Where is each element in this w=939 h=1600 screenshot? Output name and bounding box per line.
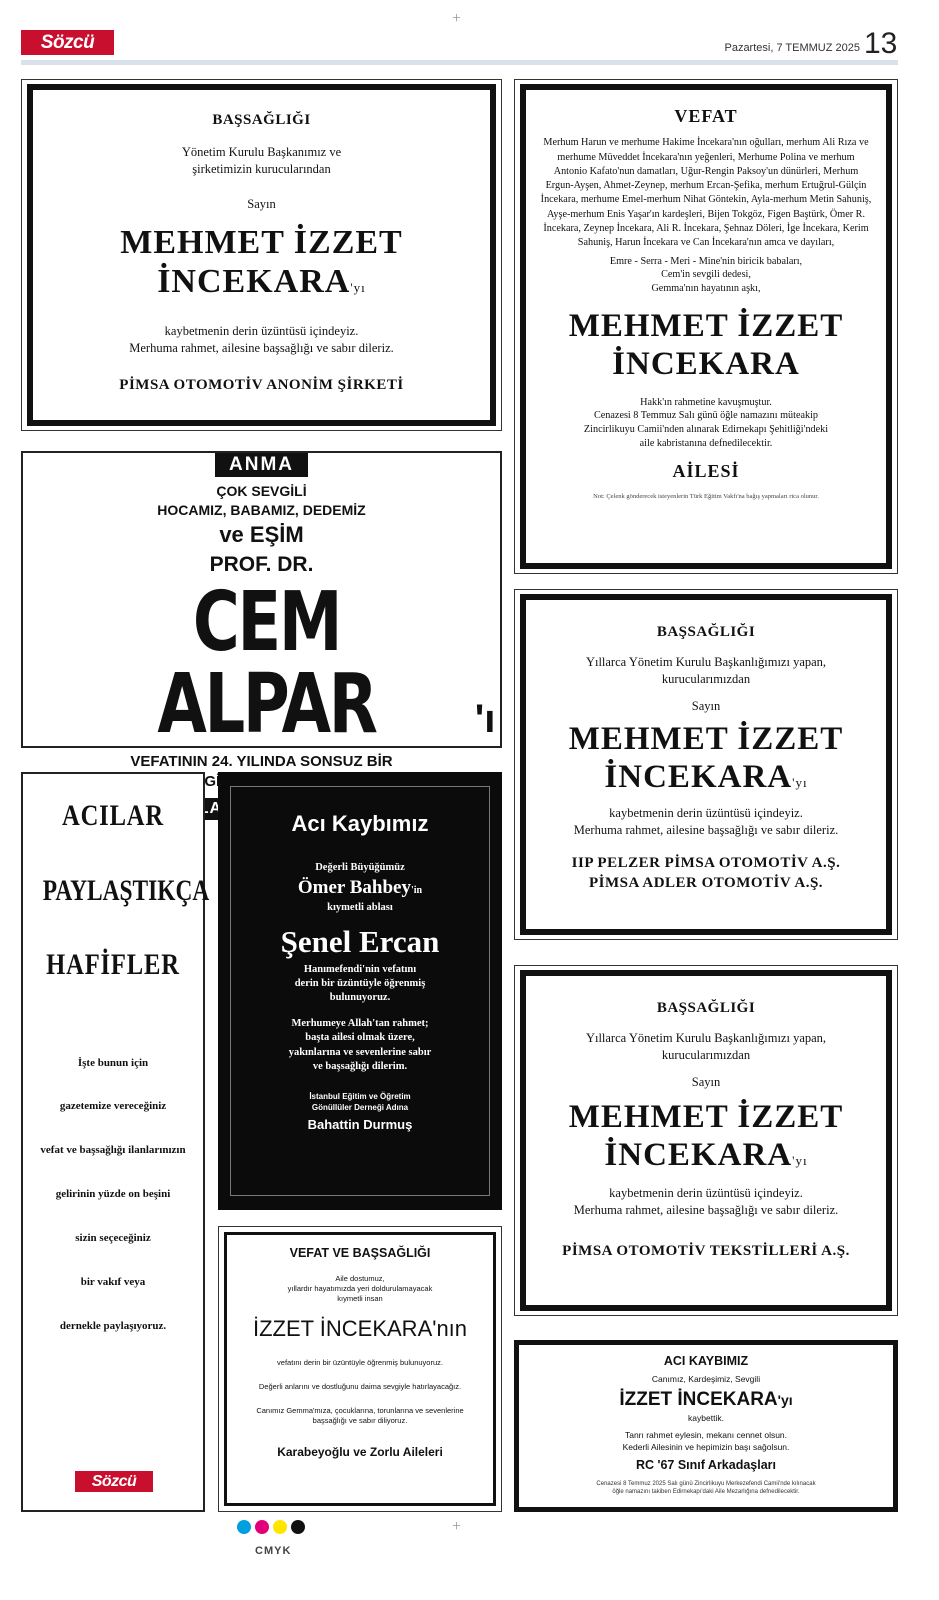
ad1-name-suffix: 'yı [350, 279, 366, 295]
ad7-body1: kaybetmenin derin üzüntüsü içindeyiz. [609, 1185, 803, 1200]
ad6-name: Şenel Ercan [280, 923, 440, 959]
ad3-label: ANMA [215, 453, 308, 477]
ad5-line5: sizin seçeceğiniz [75, 1231, 151, 1244]
ad7-sayin: Sayın [691, 1075, 721, 1089]
cyan-dot [237, 1520, 251, 1534]
ad4-name-line1: MEHMET İZZET [568, 720, 844, 757]
ad7-name-line1: MEHMET İZZET [568, 1098, 844, 1135]
ad7-body2: Merhuma rahmet, ailesine başsağlığı ve sabır dileriz. [573, 1202, 839, 1217]
ad8-signature: Karabeyoğlu ve Zorlu Aileleri [277, 1445, 443, 1460]
ad6-org1: İstanbul Eğitim ve Öğretim [309, 1091, 411, 1101]
ad9-body1: Tanrı rahmet eylesin, mekanı cennet olsun. [624, 1430, 788, 1441]
ad4-signature2: PİMSA ADLER OTOMOTİV A.Ş. [588, 874, 824, 891]
ad9-signature: RC '67 Sınıf Arkadaşları [635, 1458, 777, 1473]
ad6-body3: bulunuyoruz. [329, 992, 391, 1004]
ad4-line2: kurucularımızdan [661, 672, 751, 687]
ad2-line-family: Emre - Serra - Meri - Mine'nin biricik babaları, [609, 255, 803, 267]
ad5-line3: vefat ve başsağlığı ilanlarınızın [40, 1144, 186, 1157]
ad3-name: CEM ALPAR 'ı [157, 574, 496, 752]
ad9-line2: kaybettik. [688, 1412, 724, 1423]
ad3-line2: HOCAMIZ, BABAMIZ, DEDEMİZ [157, 501, 366, 518]
ad4-sayin: Sayın [691, 699, 721, 713]
ad3-name-suffix: 'ı [474, 696, 496, 741]
ad6-line1: Değerli Büyüğümüz [315, 861, 405, 873]
ad1-name-line2: İNCEKARA'yı [157, 262, 366, 300]
ad7-name-suffix: 'yı [792, 1152, 808, 1168]
sozcu-logo: Sözcü [21, 30, 114, 55]
ad3-title: PROF. DR. [209, 553, 314, 577]
ad5-word2: PAYLAŞTIKÇA [42, 873, 210, 907]
ad-loss-rc67 [514, 1340, 898, 1512]
ad2-name-line2: İNCEKARA [612, 345, 800, 382]
ad3-line3: ve EŞİM [219, 521, 304, 547]
ad2-name-line1: MEHMET İZZET [568, 307, 844, 344]
ad9-body2: Kederli Ailesinin ve hepimizin başı sağolsun. [622, 1441, 790, 1452]
ad4-name-line2: İNCEKARA'yı [604, 758, 808, 795]
ad4-name-suffix: 'yı [792, 774, 808, 790]
ad7-line1: Yıllarca Yönetim Kurulu Başkanlığımızı yapan, [585, 1031, 827, 1046]
yellow-dot [273, 1520, 287, 1534]
ad-loss-senel-ercan [218, 772, 502, 1210]
ad8-line1: Aile dostumuz, [335, 1273, 385, 1283]
ad1-heading: BAŞSAĞLIĞI [212, 112, 311, 128]
ad-condolence-pimsa-textile [514, 965, 898, 1316]
magenta-dot [255, 1520, 269, 1534]
ad6-body1: Hanımefendi'nin vefatını [303, 963, 417, 975]
ad6-line2: kıymetli ablası [327, 901, 393, 913]
ad6-body6: yakınlarına ve sevenlerine sabır [288, 1046, 432, 1058]
ad5-line4: gelirinin yüzde on beşini [55, 1188, 171, 1201]
ad2-line-cem: Cem'in sevgili dedesi, [661, 269, 751, 281]
cmyk-label: CMYK [255, 1545, 292, 1557]
crop-mark-bottom: + [452, 1518, 462, 1535]
ad5-line1: İşte bunun için [77, 1056, 149, 1069]
ad2-heading: VEFAT [674, 106, 738, 126]
ad8-body1: vefatını derin bir üzüntüyle öğrenmiş bulunuyoruz. [277, 1357, 443, 1367]
ad5-sozcu-logo: Sözcü [75, 1471, 153, 1492]
ad1-name-line1: MEHMET İZZET [120, 223, 403, 261]
ad8-line2: yıllardır hayatımızda yeri doldurulamayacak [287, 1284, 433, 1293]
ad3-body1: VEFATININ 24. YILINDA SONSUZ BİR [130, 752, 393, 770]
ad5-line2: gazetemize vereceğiniz [59, 1100, 167, 1113]
crop-mark-top: + [452, 10, 462, 27]
ad9-line1: Canımız, Kardeşimiz, Sevgili [651, 1373, 761, 1384]
ad1-line2: şirketimizin kurucularından [192, 162, 331, 177]
ad7-name-line2: İNCEKARA'yı [604, 1136, 808, 1173]
ad9-note2: öğle namazını takiben Edirnekapı'daki Aile Mezarlığına defnedilecektir. [612, 1489, 800, 1496]
ad6-body7: ve başsağlığı dilerim. [312, 1060, 408, 1072]
ad4-body2: Merhuma rahmet, ailesine başsağlığı ve sabır dileriz. [573, 822, 839, 837]
ad-sozcu-campaign [21, 772, 210, 1512]
ad9-name-suffix: 'yı [777, 1392, 793, 1409]
ad9-note1: Cenazesi 8 Temmuz 2025 Salı günü Zincirlikuyu Merkezefendi Camii'nde kılınacak [596, 1481, 816, 1488]
ad6-body4: Merhumeye Allah'tan rahmet; [291, 1018, 429, 1030]
ad4-line1: Yıllarca Yönetim Kurulu Başkanlığımızı yapan, [585, 655, 827, 670]
ad2-note: Not: Çelenk gönderecek isteyenlerin Türk Eğitim Vakfı'na bağış yapmaları rica olunur. [593, 493, 819, 501]
ad5-word1: ACILAR [62, 799, 164, 832]
ad8-heading: VEFAT VE BAŞSAĞLIĞI [289, 1246, 431, 1260]
ad6-person: Ömer Bahbey'in [297, 876, 423, 898]
ad1-signature: PİMSA OTOMOTİV ANONİM ŞİRKETİ [119, 376, 404, 393]
ad8-body3: Canımız Gemma'mıza, çocuklarına, torunlarına ve sevenlerine [256, 1406, 464, 1416]
ad6-org2: Gönüllüler Derneği Adına [311, 1102, 409, 1112]
ad2-line-gemma: Gemma'nın hayatının aşkı, [651, 283, 761, 295]
ad4-body1: kaybetmenin derin üzüntüsü içindeyiz. [609, 805, 803, 820]
ad5-line7: dernekle paylaşıyoruz. [59, 1319, 167, 1332]
ad8-body4: başsağlığı ve sabır diliyoruz. [312, 1416, 408, 1426]
ad5-word3: HAFİFLER [46, 948, 180, 981]
ad7-heading: BAŞSAĞLIĞI [656, 1000, 756, 1016]
ad-condolence-pelzer [514, 589, 898, 940]
ad2-signature: AİLESİ [672, 460, 740, 481]
ad7-line2: kurucularımızdan [661, 1048, 751, 1063]
issue-date: Pazartesi, 7 TEMMUZ 2025 [724, 42, 860, 54]
ad5-line6: bir vakıf veya [80, 1275, 146, 1288]
black-dot [291, 1520, 305, 1534]
cmyk-dots [235, 1520, 325, 1539]
ad9-name: İZZET İNCEKARA'yı [619, 1389, 793, 1411]
ad1-body2: Merhuma rahmet, ailesine başsağlığı ve sabır dileriz. [129, 340, 394, 355]
ad2-funeral1: Hakk'ın rahmetine kavuşmuştur. [640, 396, 772, 408]
ad6-body5: başta ailesi olmak üzere, [305, 1032, 415, 1044]
ad7-signature: PİMSA OTOMOTİV TEKSTİLLERİ A.Ş. [562, 1242, 850, 1259]
ad9-heading: ACI KAYBIMIZ [663, 1354, 749, 1368]
ad6-person-suffix: 'in [411, 884, 423, 896]
ad1-body1: kaybetmenin derin üzüntüsü içindeyiz. [164, 324, 359, 339]
ad-obituary-karabeyoglu [218, 1226, 502, 1512]
ad1-line1: Yönetim Kurulu Başkanımız ve [181, 145, 342, 160]
ad-memorial-cem-alpar [21, 451, 502, 770]
ad8-body2: Değerli anlarını ve dostluğunu daima sevgiyle hatırlayacağız. [258, 1382, 462, 1392]
ad-obituary-family [514, 79, 898, 574]
ad6-signature: Bahattin Durmuş [307, 1116, 413, 1132]
ad2-funeral3: Zincirlikuyu Camii'nden alınarak Edirnekapı Şehitliği'ndeki [583, 424, 829, 436]
ad1-sayin: Sayın [247, 197, 276, 211]
ad4-signature1: IIP PELZER PİMSA OTOMOTİV A.Ş. [571, 854, 841, 871]
ad3-line1: ÇOK SEVGİLİ [216, 483, 307, 499]
ad2-funeral2: Cenazesi 8 Temmuz Salı günü öğle namazını müteakip [593, 410, 818, 422]
ad-condolence-pimsa [21, 79, 502, 431]
ad8-line3: kıymetli insan [337, 1294, 383, 1304]
ad8-name: İZZET İNCEKARA'nın [252, 1316, 468, 1342]
ad6-body2: derin bir üzüntüyle öğrenmiş [294, 977, 426, 989]
page-number: 13 [864, 27, 898, 60]
ad2-funeral4: aile kabristanına defnedilecektir. [639, 438, 773, 450]
ad6-heading: Acı Kaybımız [291, 811, 429, 836]
ad4-heading: BAŞSAĞLIĞI [656, 624, 756, 640]
header-rule [21, 60, 898, 65]
ad2-paragraph: Merhum Harun ve merhume Hakime İncekara'nın oğulları, merhum Ali Rıza ve merhume Müveddet İncekara'nın yeğenleri, Merhume Polina ve merhum Antonio Kafato'nun damatları, Uğur-Rengin Paksoy'un dünürleri, Merhum Ergun-Ayşen, Ahmet-Zeynep, merhum Ercan-Şefika, merhum Ertuğrul-Gülçin İncekara, merhume Emel-merhum Nihat Göntekin, Ayla-merhum Metin Sahuniş, Ayşe-merhum Enis Yaşar'ın kardeşleri, Bijen Tokgöz, Figen Baştürk, Ömer R. İncekara, Zeynep İncekara, Ali R. İncekara, Şehnaz Döleri, İge İncekara, Kerim Sahuniş, Harun İncekara ve Can İncekara'nın amca ve dayıları, [540, 137, 872, 249]
